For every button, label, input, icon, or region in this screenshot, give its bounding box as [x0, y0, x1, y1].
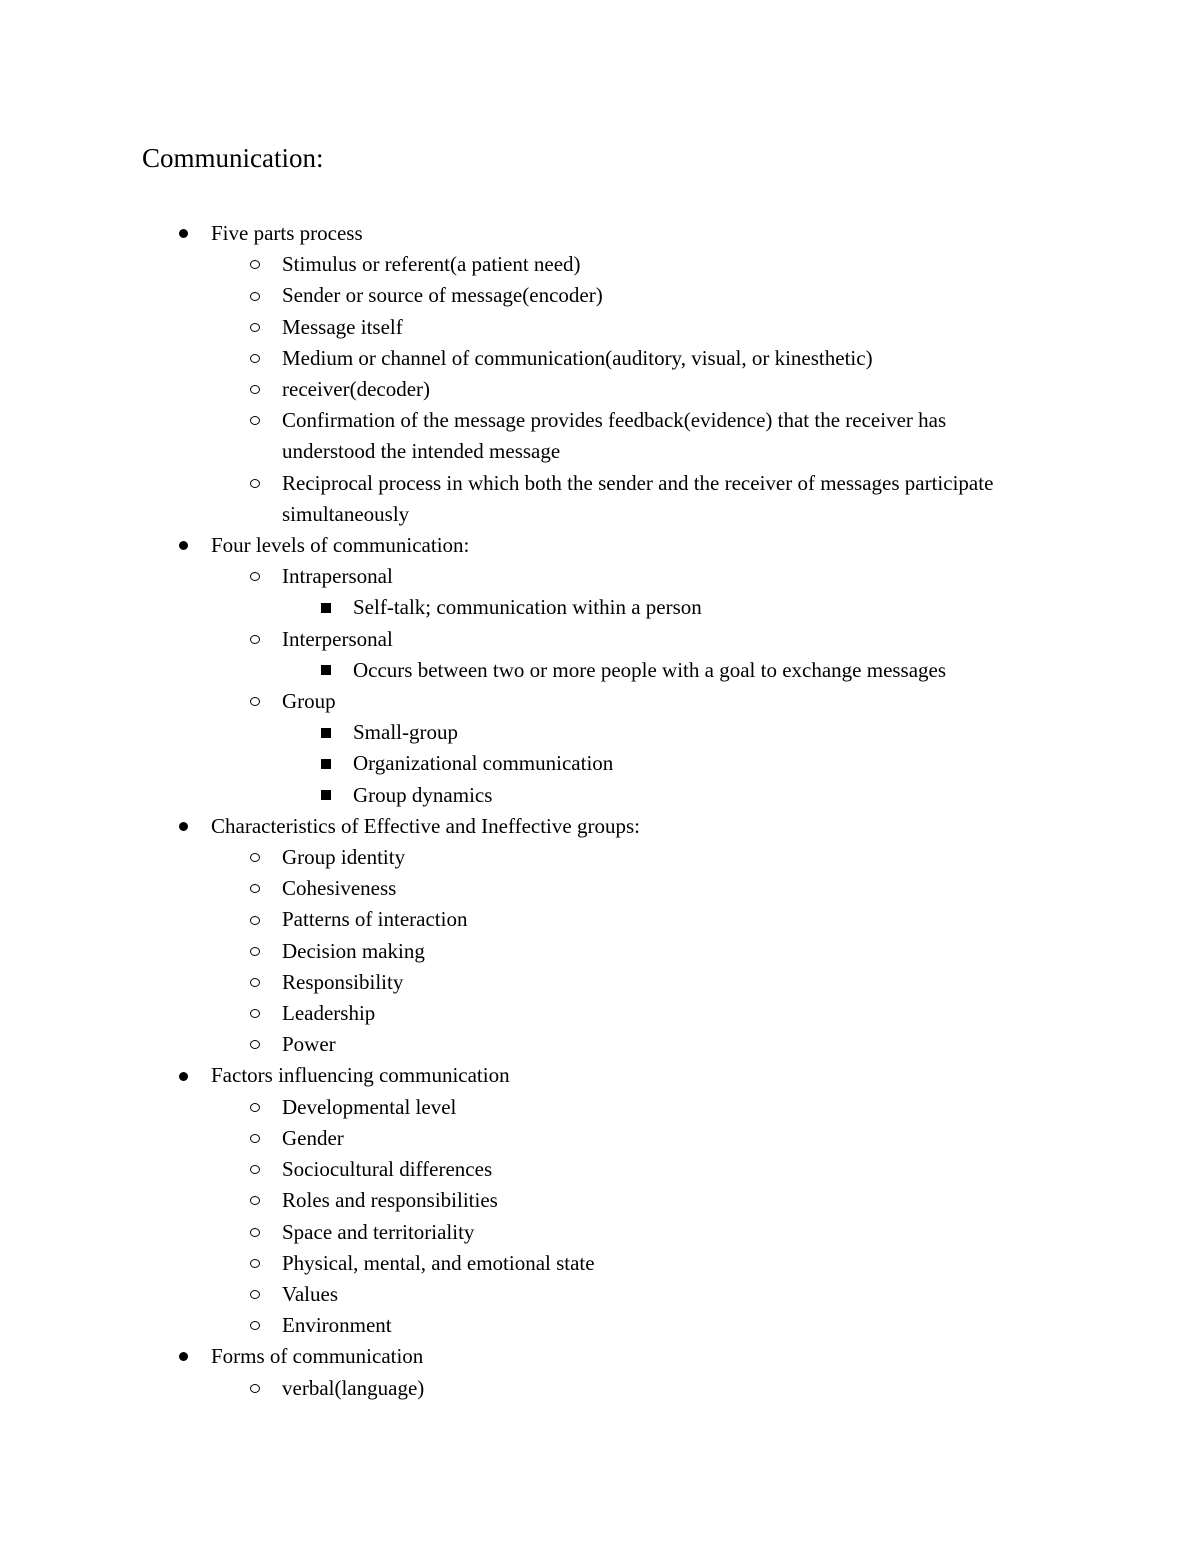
outline-item-level-2 — [0, 1154, 1200, 1185]
outline-item-text: Small-group — [353, 720, 458, 745]
outline-item-level-2 — [0, 1248, 1200, 1279]
outline-item-level-2 — [0, 842, 1200, 873]
outline-item-level-2 — [0, 312, 1200, 343]
hollow-circle-bullet-icon — [247, 280, 263, 311]
outline-item-text: Four levels of communication: — [211, 533, 470, 558]
outline-item-text: Roles and responsibilities — [282, 1188, 498, 1213]
hollow-circle-bullet-icon — [247, 1248, 263, 1279]
outline-item-text: Medium or channel of communication(auditory, visual, or kinesthetic) — [282, 345, 873, 370]
outline-item-text: Factors influencing communication — [211, 1063, 510, 1088]
hollow-circle-bullet-icon — [247, 686, 263, 717]
outline-item-text: Environment — [282, 1313, 392, 1338]
square-bullet-icon — [318, 717, 334, 748]
outline-item-level-1 — [0, 1341, 1200, 1372]
hollow-circle-bullet-icon — [247, 967, 263, 998]
outline-item-text: Forms of communication — [211, 1344, 424, 1369]
outline-item-level-2 — [0, 904, 1200, 935]
hollow-circle-bullet-icon — [247, 1217, 263, 1248]
hollow-circle-bullet-icon — [247, 1279, 263, 1310]
outline-item-level-3 — [0, 592, 1200, 623]
outline-item-level-3 — [0, 655, 1200, 686]
hollow-circle-bullet-icon — [247, 1373, 263, 1404]
outline-item-level-2 — [0, 405, 1200, 467]
outline-item-text: Values — [282, 1281, 338, 1306]
outline-item-text: Space and territoriality — [282, 1219, 475, 1244]
hollow-circle-bullet-icon — [247, 312, 263, 343]
square-bullet-icon — [318, 592, 334, 623]
outline-item-level-2 — [0, 967, 1200, 998]
outline-item-text: Gender — [282, 1125, 344, 1150]
outline-item-text: Leadership — [282, 1001, 376, 1026]
hollow-circle-bullet-icon — [247, 1123, 263, 1154]
outline-item-level-2 — [0, 1310, 1200, 1341]
hollow-circle-bullet-icon — [247, 1185, 263, 1216]
outline-item-level-2 — [0, 873, 1200, 904]
hollow-circle-bullet-icon — [247, 998, 263, 1029]
hollow-circle-bullet-icon — [247, 1310, 263, 1341]
outline-item-text: Characteristics of Effective and Ineffective groups: — [211, 813, 640, 838]
outline-item-text: Decision making — [282, 938, 425, 963]
hollow-circle-bullet-icon — [247, 842, 263, 873]
outline-item-text: Group identity — [282, 845, 406, 870]
outline-item-level-3 — [0, 748, 1200, 779]
outline-item-level-1 — [0, 811, 1200, 842]
outline-item-text: Responsibility — [282, 969, 404, 994]
outline-item-level-2 — [0, 1279, 1200, 1310]
outline-item-text: Group — [282, 689, 336, 714]
outline-item-text: Physical, mental, and emotional state — [282, 1250, 595, 1275]
outline-item-level-3 — [0, 717, 1200, 748]
outline-item-level-2 — [0, 280, 1200, 311]
outline-item-text: Sender or source of message(encoder) — [282, 283, 603, 308]
outline-item-text: Self-talk; communication within a person — [353, 595, 702, 620]
outline-item-text: Message itself — [282, 314, 403, 339]
hollow-circle-bullet-icon — [247, 468, 263, 499]
outline-item-level-2 — [0, 343, 1200, 374]
outline-item-level-2 — [0, 624, 1200, 655]
hollow-circle-bullet-icon — [247, 1154, 263, 1185]
outline-item-text: Cohesiveness — [282, 876, 397, 901]
outline-item-level-2 — [0, 1373, 1200, 1404]
hollow-circle-bullet-icon — [247, 561, 263, 592]
hollow-circle-bullet-icon — [247, 624, 263, 655]
outline-item-text: Intrapersonal — [282, 564, 393, 589]
square-bullet-icon — [318, 748, 334, 779]
filled-bullet-icon — [175, 1060, 191, 1091]
hollow-circle-bullet-icon — [247, 405, 263, 436]
outline-item-level-2 — [0, 374, 1200, 405]
outline-item-text: receiver(decoder) — [282, 377, 431, 402]
outline-item-level-2 — [0, 1123, 1200, 1154]
outline-item-text: Occurs between two or more people with a goal to exchange messages — [353, 657, 947, 682]
outline-item-text: Organizational communication — [353, 751, 614, 776]
outline-item-text: Patterns of interaction — [282, 907, 468, 932]
outline-item-text: Interpersonal — [282, 626, 393, 651]
outline-item-level-1 — [0, 530, 1200, 561]
outline-item-level-2 — [0, 998, 1200, 1029]
outline-item-level-2 — [0, 936, 1200, 967]
outline-item-text: Power — [282, 1032, 336, 1057]
hollow-circle-bullet-icon — [247, 249, 263, 280]
outline-item-text: Sociocultural differences — [282, 1157, 493, 1182]
outline-item-level-2 — [0, 1029, 1200, 1060]
hollow-circle-bullet-icon — [247, 904, 263, 935]
outline-item-level-1 — [0, 1060, 1200, 1091]
outline-item-text: Five parts process — [211, 221, 363, 245]
outline-item-level-1 — [0, 218, 1200, 249]
hollow-circle-bullet-icon — [247, 873, 263, 904]
outline-item-level-2 — [0, 686, 1200, 717]
hollow-circle-bullet-icon — [247, 1029, 263, 1060]
outline-item-level-2 — [0, 468, 1200, 530]
hollow-circle-bullet-icon — [247, 1092, 263, 1123]
hollow-circle-bullet-icon — [247, 343, 263, 374]
outline-item-level-2 — [0, 249, 1200, 280]
outline-item-level-2 — [0, 1217, 1200, 1248]
outline-item-text: Group dynamics — [353, 782, 493, 807]
hollow-circle-bullet-icon — [247, 374, 263, 405]
filled-bullet-icon — [175, 218, 191, 249]
filled-bullet-icon — [175, 1341, 191, 1372]
hollow-circle-bullet-icon — [247, 936, 263, 967]
outline-item-level-2 — [0, 1092, 1200, 1123]
square-bullet-icon — [318, 780, 334, 811]
square-bullet-icon — [318, 655, 334, 686]
outline-item-level-3 — [0, 780, 1200, 811]
outline-item-text: Stimulus or referent(a patient need) — [282, 252, 581, 277]
page-title: Communication: — [142, 143, 324, 173]
filled-bullet-icon — [175, 530, 191, 561]
outline-item-level-2 — [0, 561, 1200, 592]
filled-bullet-icon — [175, 811, 191, 842]
bulleted-outline — [0, 218, 1200, 1404]
outline-item-text: Developmental level — [282, 1094, 457, 1119]
outline-item-text: Confirmation of the message provides feedback(evidence) that the receiver has understood the intended message — [282, 408, 947, 464]
outline-item-text: verbal(language) — [282, 1375, 425, 1400]
outline-item-text: Reciprocal process in which both the sender and the receiver of messages participate simultaneously — [282, 470, 994, 526]
outline-item-level-2 — [0, 1185, 1200, 1216]
